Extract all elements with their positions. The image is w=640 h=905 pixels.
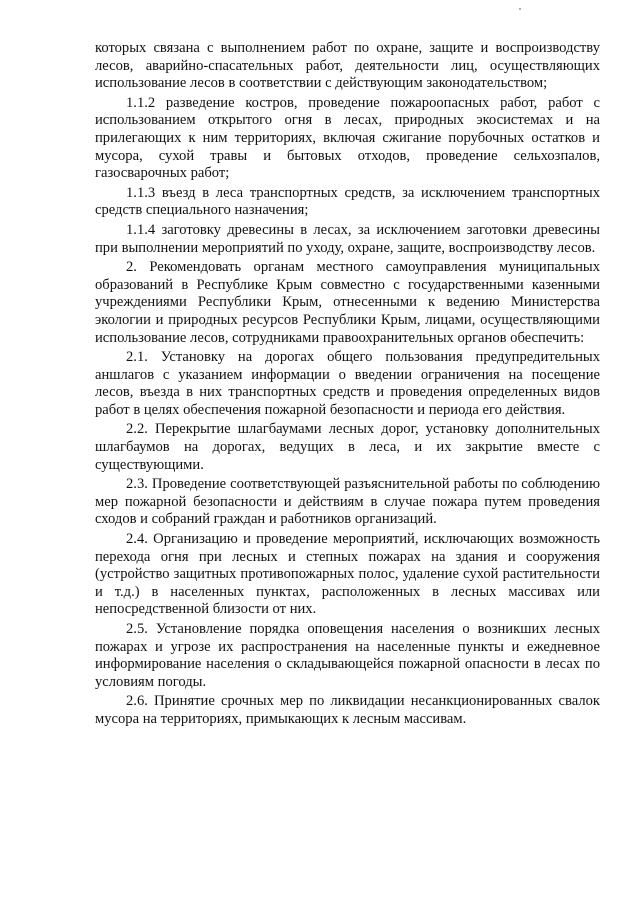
- paragraph-2-5: 2.5. Установление порядка оповещения населения о возникших лесных пожарах и угрозе их распространения на населенные пункты и ежедневное информирование населения о складывающейся пожарной опасности в лесах по условиям погоды.: [95, 621, 600, 690]
- paragraph-1-1-3: 1.1.3 въезд в леса транспортных средств, за исключением транспортных средств специального назначения;: [95, 184, 600, 219]
- paragraph-1-1-4: 1.1.4 заготовку древесины в лесах, за исключением заготовки древесины при выполнении мероприятий по уходу, охране, защите, воспроизводству лесов.: [95, 221, 600, 256]
- paragraph-continuation: которых связана с выполнением работ по охране, защите и воспроизводству лесов, аварийно-спасательных работ, деятельности лиц, осуществляющих использование лесов в соответствии с действующим законодательством;: [95, 40, 600, 92]
- scan-speck: [519, 8, 521, 10]
- paragraph-2-2: 2.2. Перекрытие шлагбаумами лесных дорог, установку дополнительных шлагбаумов на дорогах, ведущих в леса, и их закрытие вместе с существующими.: [95, 421, 600, 473]
- paragraph-2-1: 2.1. Установку на дорогах общего пользования предупредительных аншлагов с указанием информации о введении ограничения на посещение лесов, въезда в них транспортных средств и проведения определенных видов работ в целях обеспечения пожарной безопасности и периода его действия.: [95, 349, 600, 418]
- document-body: [95, 40, 600, 729]
- paragraph-2: 2. Рекомендовать органам местного самоуправления муниципальных образований в Республике Крым совместно с государственными казенными учреждениями Республики Крым, отнесенными к ведению Министерства экологии и природных ресурсов Республики Крым, лицами, осуществляющими использование лесов, сотрудниками правоохранительных органов обеспечить:: [95, 259, 600, 346]
- paragraph-2-6: 2.6. Принятие срочных мер по ликвидации несанкционированных свалок мусора на территориях, примыкающих к лесным массивам.: [95, 693, 600, 727]
- paragraph-1-1-2: 1.1.2 разведение костров, проведение пожароопасных работ, работ с использованием открытого огня в лесах, природных экосистемах и на прилегающих к ним территориях, включая сжигание порубочных остатков и мусора, сухой травы и бытовых отходов, проведение сельхозпалов, газосварочных работ;: [95, 94, 600, 182]
- paragraph-2-4: 2.4. Организацию и проведение мероприятий, исключающих возможность перехода огня при лесных и степных пожарах на здания и сооружения (устройство защитных противопожарных полос, удаление сухой растительности и т.д.) в населенных пунктах, расположенных в лесных массивах или непосредственной близости от них.: [95, 531, 600, 618]
- paragraph-2-3: 2.3. Проведение соответствующей разъяснительной работы по соблюдению мер пожарной безопасности и действиям в случае пожара путем проведения сходов и собраний граждан и работников организаций.: [95, 476, 600, 528]
